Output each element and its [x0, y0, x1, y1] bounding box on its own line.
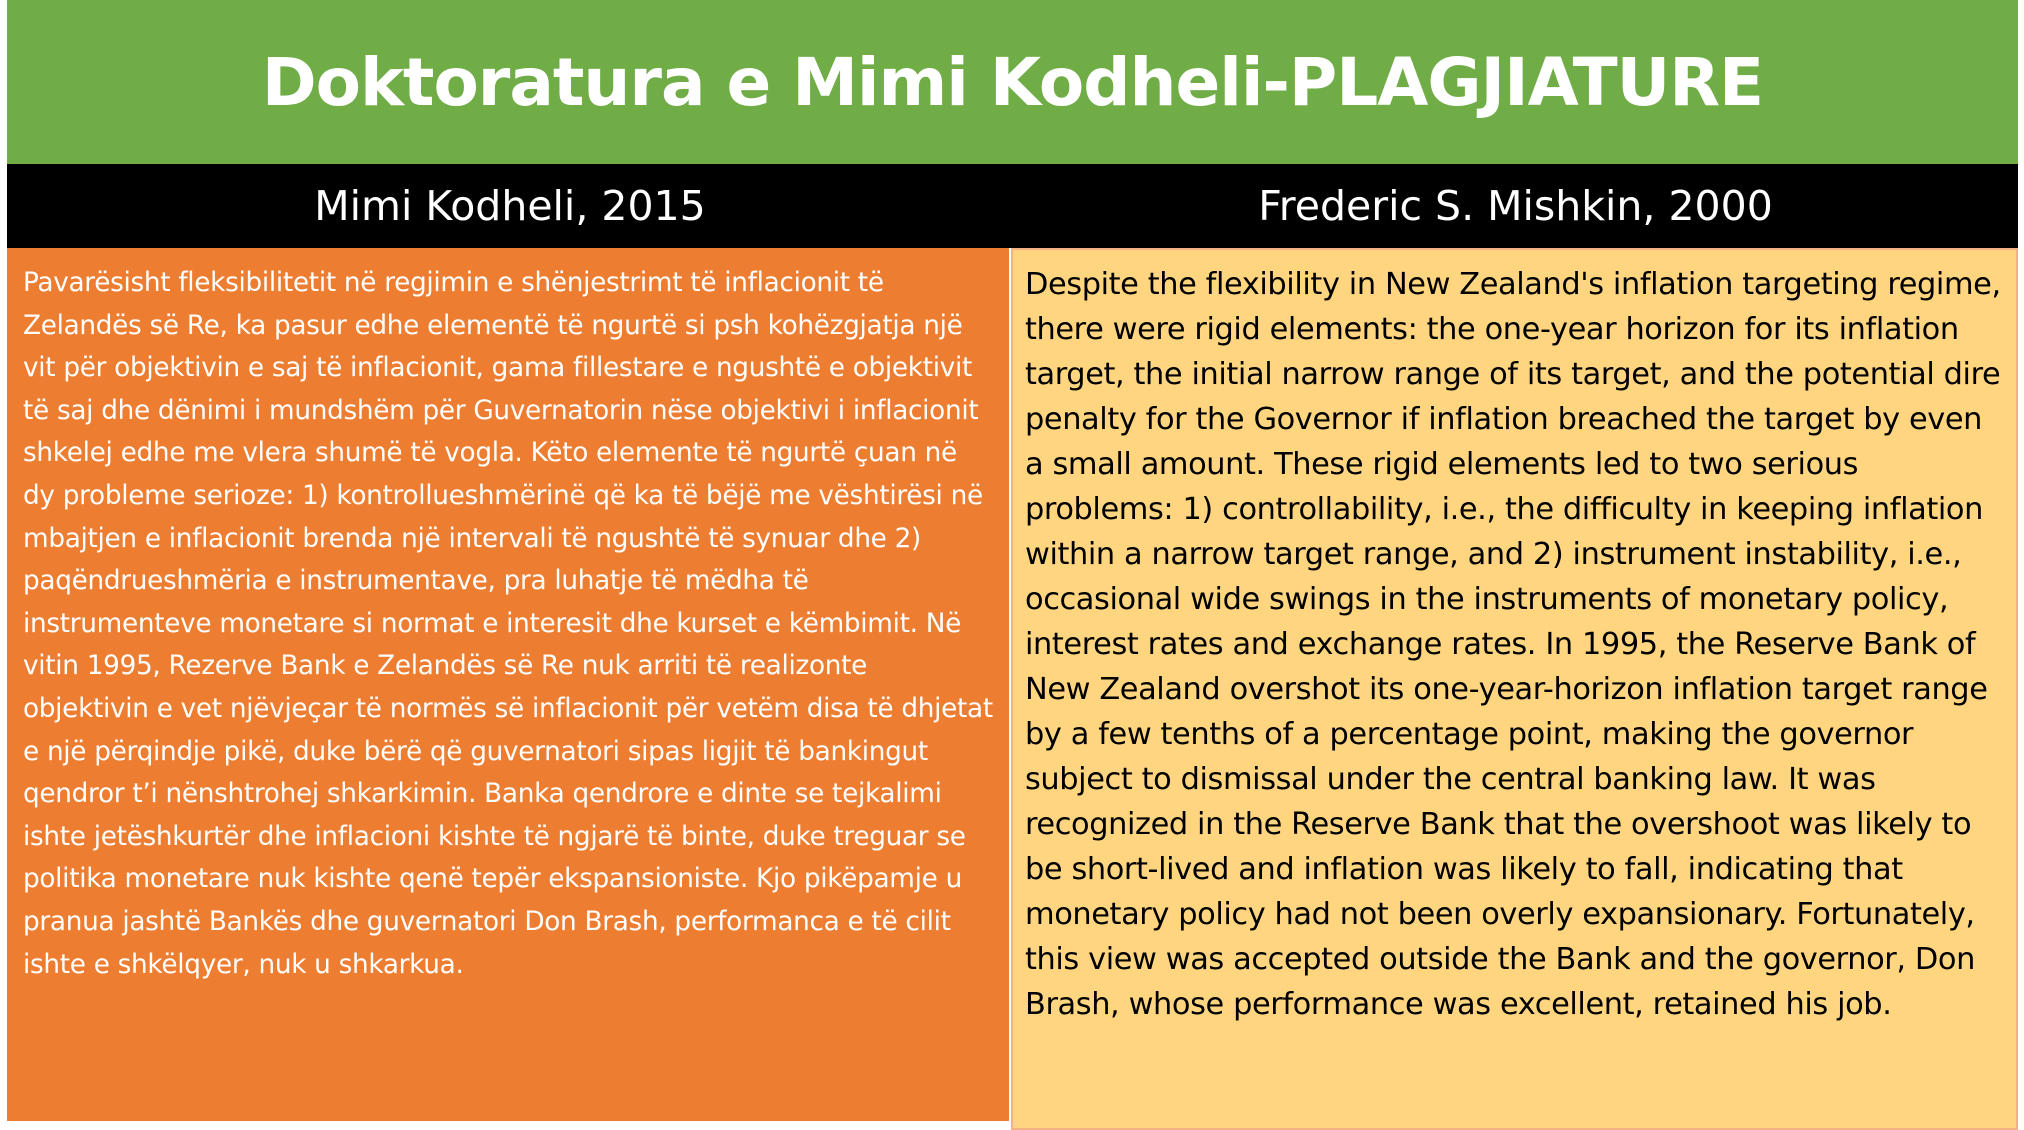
- right-column-header: Frederic S. Mishkin, 2000: [1258, 182, 1773, 230]
- column-header-band: [7, 164, 2018, 248]
- left-text-panel: [7, 248, 1009, 1121]
- right-panel-text: Despite the flexibility in New Zealand's inflation targeting regime, there were rigid elements: the one-year horizon for its inflation target, the initial narrow range of its target, and the potential dire penalty for the Governor if inflation breached the target by even a small amount. These rigid elements led to two serious problems: 1) controllability, i.e., the difficulty in keeping inflation within a narrow target range, and 2) instrument instability, i.e., occasional wide swings in the instruments of monetary policy, interest rates and exchange rates. In 1995, the Reserve Bank of New Zealand overshot its one-year-horizon inflation target range by a few tenths of a percentage point, making the governor subject to dismissal under the central banking law. It was recognized in the Reserve Bank that the overshoot was likely to be short-lived and inflation was likely to fall, indicating that monetary policy had not been overly expansionary. Fortunately, this view was accepted outside the Bank and the governor, Don Brash, whose performance was excellent, retained his job.: [1025, 267, 2001, 1022]
- left-column-header: Mimi Kodheli, 2015: [314, 182, 706, 230]
- page-title: Doktoratura e Mimi Kodheli-PLAGJIATURE: [261, 43, 1764, 121]
- right-text-panel: [1011, 248, 2018, 1130]
- title-bar: [7, 0, 2018, 164]
- left-panel-text: Pavarësisht fleksibilitetit në regjimin e shënjestrimt të inflacionit të Zelandës së Re, ka pasur edhe elementë të ngurtë si psh kohëzgjatja një vit për objektivin e saj të inflacionit, gama fillestare e ngushtë e objektivit të saj dhe dënimi i mundshëm për Guvernatorin nëse objektivi i inflacionit shkelej edhe me vlera shumë të vogla. Këto elemente të ngurtë çuan në dy probleme serioze: 1) kontrollueshmërinë që ka të bëjë me vështirësi në mbajtjen e inflacionit brenda një intervali të ngushtë të synuar dhe 2) paqëndrueshmëria e instrumentave, pra luhatje të mëdha të instrumenteve monetare si normat e interesit dhe kurset e këmbimit. Në vitin 1995, Rezerve Bank e Zelandës së Re nuk arriti të realizonte objektivin e vet njëvjeçar të normës së inflacionit për vetëm disa të dhjetat e një përqindje pikë, duke bërë që guvernatori sipas ligjit të bankingut qendror t’i nënshtrohej shkarkimin. Banka qendrore e dinte se tejkalimi ishte jetëshkurtër dhe inflacioni kishte të ngjarë të binte, duke treguar se politika monetare nuk kishte qenë tepër ekspansioniste. Kjo pikëpamje u pranua jashtë Bankës dhe guvernatori Don Brash, performanca e të cilit ishte e shkëlqyer, nuk u shkarkua.: [23, 268, 993, 980]
